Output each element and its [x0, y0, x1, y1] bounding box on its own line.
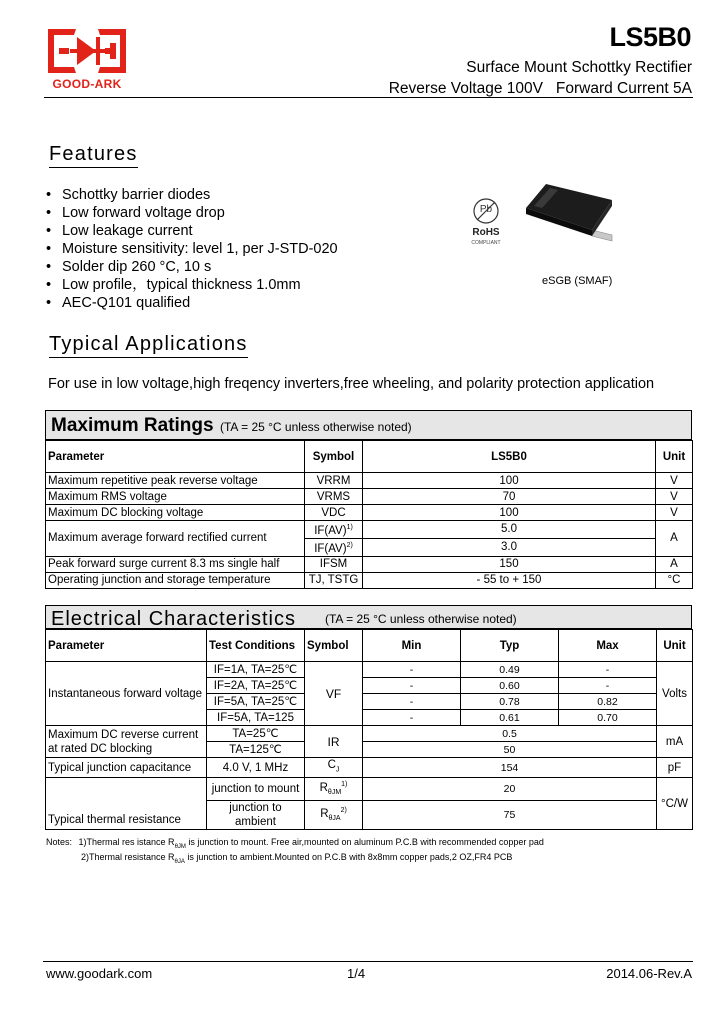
table-header-row — [46, 630, 693, 662]
table-cell: Typical junction capacitance — [46, 758, 207, 778]
product-subtitle: Surface Mount Schottky Rectifier — [466, 59, 692, 76]
table-cell: 0.60 — [461, 678, 559, 694]
table-cell: V — [656, 473, 693, 489]
list-item: • Low leakage current — [46, 222, 338, 240]
header-divider — [44, 97, 693, 98]
footer-url[interactable]: www.goodark.com — [46, 966, 153, 981]
table-cell: Volts — [657, 662, 693, 726]
table-cell: junction to mount — [207, 778, 305, 801]
note-text: 1)Thermal res istance R — [78, 837, 175, 847]
note-ref: 1) — [346, 524, 353, 531]
list-item: • Low profile，typical thickness 1.0mm — [46, 276, 338, 294]
package-image — [520, 178, 620, 248]
package-caption: eSGB (SMAF) — [542, 275, 613, 287]
electrical-title: Electrical Characteristics — [51, 608, 296, 630]
table-cell: 4.0 V, 1 MHz — [207, 758, 305, 778]
page-number: 1/4 — [347, 966, 366, 981]
table-cell: °C/W — [657, 778, 693, 830]
table-cell: 0.82 — [559, 694, 657, 710]
rohs-label: RoHS — [472, 227, 500, 238]
table-cell: A — [656, 556, 693, 572]
table-cell: V — [656, 489, 693, 505]
table-row — [46, 473, 693, 489]
table-cell — [305, 778, 363, 801]
list-item: • Low forward voltage drop — [46, 204, 338, 222]
max-ratings-table — [45, 440, 693, 589]
table-cell: 0.70 — [559, 710, 657, 726]
footer-divider — [43, 961, 693, 962]
column-header: Unit — [657, 630, 693, 662]
table-cell: - — [363, 710, 461, 726]
column-header: Symbol — [305, 441, 363, 473]
applications-text: For use in low voltage,high freqency inverters,free wheeling, and polarity protection application — [48, 376, 655, 392]
table-cell: 0.49 — [461, 662, 559, 678]
symbol-text: C — [327, 759, 336, 771]
table-cell: 0.78 — [461, 694, 559, 710]
list-item: • Schottky barrier diodes — [46, 186, 338, 204]
table-cell: V — [656, 505, 693, 521]
table-cell: - — [559, 662, 657, 678]
table-cell: 50 — [363, 742, 657, 758]
table-row — [46, 521, 693, 539]
pb-label: Pb — [479, 204, 493, 215]
features-list — [46, 186, 338, 312]
table-cell: 154 — [363, 758, 657, 778]
electrical-header — [45, 605, 692, 629]
table-cell — [305, 758, 363, 778]
table-cell: 70 — [363, 489, 656, 505]
rohs-compliant-label: COMPLIANT — [471, 240, 501, 246]
product-ratings-line: Reverse Voltage 100V Forward Current 5A — [388, 80, 692, 97]
symbol-subscript: J — [335, 766, 340, 774]
table-cell: A — [656, 521, 693, 557]
column-header: Typ — [461, 630, 559, 662]
good-ark-logo-icon — [44, 27, 130, 75]
table-cell: 100 — [363, 473, 656, 489]
table-cell — [305, 801, 363, 830]
table-cell: 0.61 — [461, 710, 559, 726]
symbol-text: IF(AV) — [314, 524, 347, 537]
table-cell: TJ, TSTG — [305, 572, 363, 588]
symbol-text: R — [319, 782, 328, 795]
company-name: GOOD-ARK — [52, 77, 122, 91]
table-cell: 0.5 — [363, 726, 657, 742]
table-cell: Operating junction and storage temperature — [46, 572, 305, 588]
table-cell: 3.0 — [363, 538, 656, 556]
table-row — [46, 556, 693, 572]
table-cell: IF=5A, TA=125 — [207, 710, 305, 726]
table-cell — [305, 538, 363, 556]
rohs-badge — [466, 193, 506, 249]
table-cell: VF — [305, 662, 363, 726]
list-item: • AEC-Q101 qualified — [46, 294, 338, 312]
max-ratings-title: Maximum Ratings — [51, 415, 214, 436]
table-cell: - — [363, 662, 461, 678]
table-cell: IR — [305, 726, 363, 758]
notes-label: Notes: — [46, 837, 73, 847]
table-cell: IF=2A, TA=25℃ — [207, 678, 305, 694]
table-header-row — [46, 441, 693, 473]
column-header: LS5B0 — [363, 441, 656, 473]
table-row — [46, 778, 693, 801]
note-text: is junction to ambient.Mounted on P.C.B with 8x8mm copper pads,2 OZ,FR4 PCB — [184, 852, 513, 862]
column-header: Parameter — [46, 630, 207, 662]
note-1 — [46, 837, 544, 850]
revision: 2014.06-Rev.A — [606, 966, 692, 981]
table-cell: °C — [656, 572, 693, 588]
table-cell: TA=125℃ — [207, 742, 305, 758]
table-cell: TA=25℃ — [207, 726, 305, 742]
max-ratings-condition: (TA = 25 °C unless otherwise noted) — [220, 420, 412, 434]
table-cell: pF — [657, 758, 693, 778]
column-header: Max — [559, 630, 657, 662]
table-cell — [305, 521, 363, 539]
table-cell: Instantaneous forward voltage — [46, 662, 207, 726]
symbol-text: IF(AV) — [314, 542, 347, 555]
note-subscript: θJM — [174, 843, 186, 850]
table-cell: 5.0 — [363, 521, 656, 539]
table-cell: 100 — [363, 505, 656, 521]
list-item: • Solder dip 260 °C, 10 s — [46, 258, 338, 276]
table-cell: VRRM — [305, 473, 363, 489]
list-item: • Moisture sensitivity: level 1, per J-STD-020 — [46, 240, 338, 258]
table-cell: 20 — [363, 778, 657, 801]
note-ref: 2) — [340, 807, 347, 815]
note-subscript: θJA — [174, 858, 185, 865]
table-cell: IFSM — [305, 556, 363, 572]
table-cell: Maximum average forward rectified current — [46, 521, 305, 557]
table-row — [46, 572, 693, 588]
table-row — [46, 489, 693, 505]
note-text: is junction to mount. Free air,mounted on aluminum P.C.B with recommended copper pad — [185, 837, 544, 847]
table-cell: - — [363, 694, 461, 710]
company-logo — [44, 27, 130, 91]
table-cell: Peak forward surge current 8.3 ms single half — [46, 556, 305, 572]
table-row — [46, 505, 693, 521]
table-cell: - — [363, 678, 461, 694]
note-ref: 1) — [341, 781, 348, 789]
table-cell: junction to ambient — [207, 801, 305, 830]
table-cell: VRMS — [305, 489, 363, 505]
table-cell: 75 — [363, 801, 657, 830]
column-header: Parameter — [46, 441, 305, 473]
symbol-text: R — [320, 808, 329, 821]
table-cell: Maximum DC blocking voltage — [46, 505, 305, 521]
max-ratings-header — [45, 410, 692, 440]
column-header: Symbol — [305, 630, 363, 662]
features-title: Features — [49, 143, 138, 168]
table-cell: IF=5A, TA=25℃ — [207, 694, 305, 710]
table-cell: - — [559, 678, 657, 694]
table-row — [46, 726, 693, 742]
symbol-subscript: θJM — [327, 789, 342, 797]
table-cell: - 55 to + 150 — [363, 572, 656, 588]
table-cell: IF=1A, TA=25℃ — [207, 662, 305, 678]
electrical-table — [45, 629, 693, 830]
table-cell: 150 — [363, 556, 656, 572]
applications-title: Typical Applications — [49, 333, 248, 358]
electrical-condition: (TA = 25 °C unless otherwise noted) — [325, 612, 517, 626]
table-cell: Maximum repetitive peak reverse voltage — [46, 473, 305, 489]
table-cell: Maximum DC reverse current at rated DC blocking — [46, 726, 207, 758]
table-row — [46, 662, 693, 678]
smaf-package-icon — [520, 178, 620, 248]
column-header: Test Conditions — [207, 630, 305, 662]
symbol-subscript: θJA — [328, 815, 341, 823]
note-2 — [81, 852, 512, 865]
table-cell: Maximum RMS voltage — [46, 489, 305, 505]
note-ref: 2) — [346, 541, 353, 549]
table-row — [46, 758, 693, 778]
note-text: 2)Thermal resistance R — [81, 852, 175, 862]
column-header: Unit — [656, 441, 693, 473]
table-cell: Typical thermal resistance — [46, 778, 207, 830]
part-number: LS5B0 — [609, 22, 691, 52]
column-header: Min — [363, 630, 461, 662]
table-cell: mA — [657, 726, 693, 758]
table-cell: VDC — [305, 505, 363, 521]
